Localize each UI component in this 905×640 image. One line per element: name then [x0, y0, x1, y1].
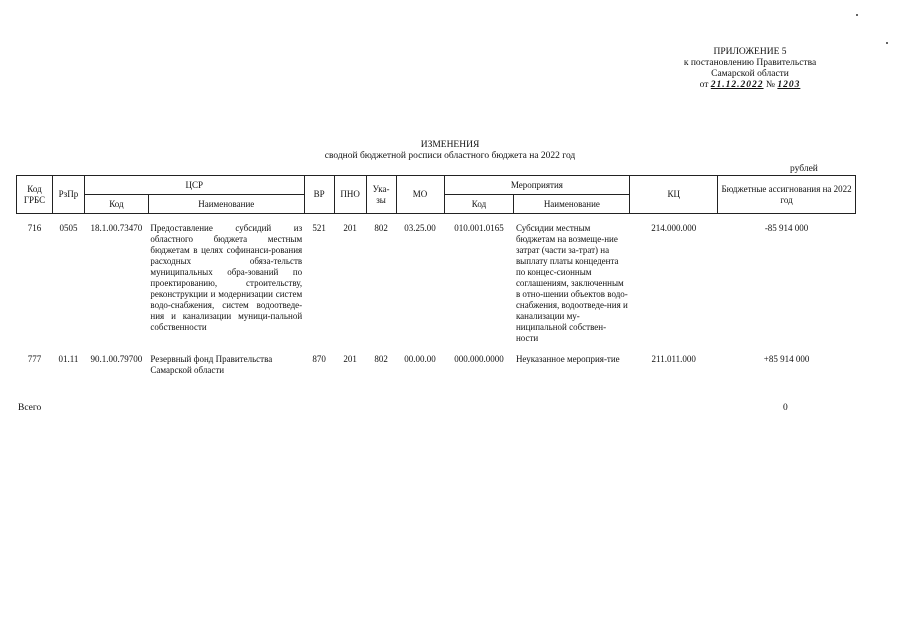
cell-csr-code: 90.1.00.79700	[90, 354, 143, 364]
cell-pno: 201	[343, 223, 357, 233]
header-meropriyatiya: Мероприятия	[444, 176, 630, 195]
cell-rzpr: 0505	[59, 223, 78, 233]
header-rzpr: РзПр	[52, 176, 84, 214]
cell-csr-name: Резервный фонд Правительства Самарской области	[150, 354, 273, 375]
header-vr: ВР	[304, 176, 334, 214]
total-value: 0	[783, 403, 788, 413]
table-header	[17, 176, 856, 214]
cell-csr-code: 18.1.00.73470	[90, 223, 143, 233]
cell-mo: 00.00.00	[404, 354, 436, 364]
appendix-org: Самарской области	[711, 69, 789, 79]
cell-kc: 214.000.000	[651, 223, 697, 233]
cell-amount: -85 914 000	[764, 223, 809, 233]
appendix-number: 1203	[777, 80, 801, 90]
cell-grbs: 777	[27, 354, 42, 364]
number-prefix: №	[765, 80, 775, 90]
cell-mo: 03.25.00	[404, 223, 436, 233]
appendix-date-line	[640, 80, 860, 91]
spacer-row	[17, 345, 856, 353]
header-kc: КЦ	[630, 176, 718, 214]
cell-csr-name: Предоставление субсидий из областного бюджета местным бюджетам в целях софинанси-рования расходных обяза-тельств муниципальных обра-зований по проектированию, строительству, реконструкции и модернизации систем водо-снабжения, систем водоотведе-ния и канализации муници-пальной собственности	[150, 223, 303, 332]
document-title	[250, 140, 650, 162]
header-kod-grbs: Код ГРБС	[17, 176, 53, 214]
header-ukazy: Ука-зы	[366, 176, 396, 214]
table-body	[17, 214, 856, 378]
header-csr-name: Наименование	[148, 195, 304, 214]
appendix-block	[640, 47, 860, 91]
title-subheading: сводной бюджетной росписи областного бюджета на 2022 год	[324, 151, 576, 161]
table-row	[17, 353, 856, 377]
header-mer-name: Наименование	[514, 195, 630, 214]
scan-speck	[856, 14, 858, 16]
cell-kc: 211.011.000	[651, 354, 696, 364]
header-mo: МО	[396, 176, 444, 214]
cell-mer-code: 000.000.0000	[454, 354, 504, 364]
title-heading: ИЗМЕНЕНИЯ	[420, 140, 480, 150]
cell-vr: 870	[312, 354, 326, 364]
header-mer-kod: Код	[444, 195, 514, 214]
header-csr: ЦСР	[84, 176, 304, 195]
table-row	[17, 222, 856, 345]
appendix-ref: к постановлению Правительства	[683, 58, 817, 68]
header-assign: Бюджетные ассигнования на 2022 год	[718, 176, 856, 214]
appendix-date: 21.12.2022	[710, 80, 764, 90]
total-label: Всего	[18, 403, 42, 413]
cell-vr: 521	[312, 223, 326, 233]
spacer-row	[17, 214, 856, 223]
cell-mer-name: Субсидии местным бюджетам на возмеще-ние затрат (части за-трат) на выплату платы концедента по концес-сионным соглашениям, заключенным в отно-шении объектов водо-снабжения, водоотведе-ния и канализации му-ниципальной собствен-ности	[515, 223, 628, 343]
date-prefix: от	[699, 80, 709, 90]
cell-mer-code: 010.001.0165	[454, 223, 504, 233]
cell-mer-name: Неуказанное мероприя-тие	[515, 354, 620, 364]
header-csr-kod: Код	[84, 195, 148, 214]
header-pno: ПНО	[334, 176, 366, 214]
cell-ukazy: 802	[374, 223, 388, 233]
budget-changes-table	[16, 175, 856, 377]
scan-speck	[886, 42, 888, 44]
cell-grbs: 716	[27, 223, 42, 233]
appendix-title: ПРИЛОЖЕНИЕ 5	[713, 47, 787, 57]
cell-amount: +85 914 000	[763, 354, 810, 364]
cell-pno: 201	[343, 354, 357, 364]
units-label: рублей	[790, 164, 818, 174]
cell-rzpr: 01.11	[58, 354, 79, 364]
cell-ukazy: 802	[374, 354, 388, 364]
